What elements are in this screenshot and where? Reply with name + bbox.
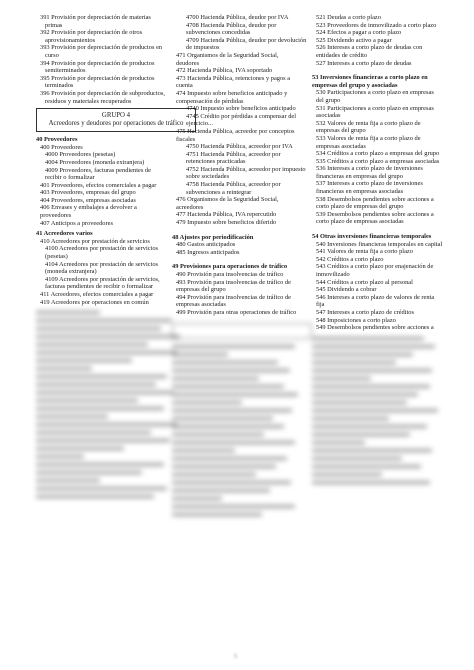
inversion-temporal-line: 540 Inversiones financieras temporales en capital (316, 240, 443, 248)
hacienda-line: 472 Hacienda Pública, IVA soportado (176, 67, 273, 75)
heading-48: 48 Ajustes por periodificación (172, 233, 254, 241)
inversion-temporal-line: fija (316, 301, 325, 309)
account-419: 419 Acreedores por operaciones en común (40, 298, 149, 306)
account-499: 499 Provisión para otras operaciones de tráfico (176, 308, 297, 316)
provision-line: terminados (45, 82, 74, 90)
inversion-temporal-line: 549 Desembolsos pendientes sobre acciones a (316, 324, 434, 332)
hacienda-line: 4758 Hacienda Pública, acreedor por (186, 181, 281, 189)
provision-line: curso (45, 51, 59, 59)
page-number: 5 (234, 654, 237, 660)
provision-line: 394 Provisión por depreciación de productos (40, 59, 155, 67)
heading-40: 40 Proveedores (36, 136, 78, 144)
account-4109: 4109 Acreedores por prestación de servicios, (45, 275, 160, 283)
inversion-temporal-line: 542 Créditos a corto plazo (316, 255, 384, 263)
inversion-grupo-line: asociadas (316, 112, 341, 120)
account-404: 404 Proveedores, empresas asociadas (40, 196, 136, 204)
hacienda-line: 473 Hacienda Pública, retenciones y pagos a (176, 74, 291, 82)
hacienda-line: 4708 Hacienda Pública, deudor por (186, 21, 277, 29)
account-411: 411 Acreedores, efectos comerciales a pagar (40, 291, 154, 298)
provision-line: 392 Provisión por depreciación de otros (40, 29, 143, 37)
provision-line: 395 Provisión por depreciación de productos (40, 74, 155, 82)
inversion-grupo-line: 539 Desembolsos pendientes sobre acciones a (316, 210, 434, 218)
provision-line: aprovisionamientos (45, 36, 96, 44)
hacienda-line: 4750 Hacienda Pública, acreedor por IVA (186, 143, 293, 151)
account-4009: 4009 Proveedores, facturas pendientes de (45, 166, 151, 174)
hacienda-line: 474 Impuesto sobre beneficios anticipado y (176, 89, 288, 97)
inversion-grupo-line: 534 Créditos a corto plazo a empresas del grupo (316, 150, 440, 158)
inversion-temporal-line: 546 Intereses a corto plazo de valores de renta (316, 293, 435, 301)
hacienda-line: 4745 Crédito por pérdidas a compensar del (186, 112, 297, 120)
account-400: 400 Proveedores (40, 143, 83, 151)
inversion-grupo-line: financieras en empresas del grupo (316, 172, 403, 180)
blurred-content-middle (172, 323, 312, 516)
account-401: 401 Proveedores, efectos comerciales a pagar (40, 181, 157, 189)
account-4000: 4000 Proveedores (pesetas) (45, 151, 116, 159)
provision-line: semiterminados (45, 67, 86, 75)
hacienda-line: ejercicio... (186, 120, 213, 128)
inversion-grupo-line: empresas asociadas (316, 142, 366, 150)
blurred-content-right (312, 337, 452, 484)
inversion-grupo-line: corto plazo de empresas asociadas (316, 218, 404, 226)
inversion-grupo-line: del grupo (316, 96, 341, 104)
deuda-line: 521 Deudas a corto plazo (316, 14, 381, 21)
deuda-line: 527 Intereses a corto plazo de deudas (316, 59, 412, 67)
hacienda-line: 471 Organismos de la Seguridad Social, (176, 51, 279, 59)
account-494-cont: empresas asociadas (176, 301, 226, 309)
account-407: 407 Anticipos a proveedores (40, 219, 113, 227)
account-406: 406 Envases y embalajes a devolver a (40, 204, 137, 212)
hacienda-line: 4740 Impuesto sobre beneficios anticipado (186, 105, 296, 113)
account-403: 403 Proveedores, empresas del grupo (40, 189, 136, 197)
provision-line: 391 Provisión por depreciación de materias (40, 14, 151, 21)
hacienda-line: 476 Organismos de la Seguridad Social, (176, 196, 279, 204)
account-4009-cont: recibir o formalizar (45, 174, 95, 182)
inversion-grupo-line: 536 Intereses a corto plazo de inversiones (316, 165, 423, 173)
inversion-grupo-line: 531 Participaciones a corto plazo en empresas (316, 104, 434, 112)
hacienda-line: retenciones practicadas (186, 158, 246, 166)
provision-line: primas (45, 21, 63, 29)
heading-53: 53 Inversiones financieras a corto plazo en (312, 74, 428, 82)
hacienda-line: cuenta (176, 82, 193, 90)
hacienda-line: deudores (176, 59, 200, 67)
heading-54: 54 Otras inversiones financieras temporales (312, 233, 432, 241)
deuda-line: 523 Proveedores de inmovilizado a corto plazo (316, 21, 437, 29)
account-4104: 4104 Acreedores por prestación de servicios (45, 260, 159, 268)
hacienda-list (172, 14, 312, 227)
inversion-temporal-line: 545 Dividendo a cobrar (316, 286, 377, 294)
account-485: 485 Ingresos anticipados (176, 248, 240, 256)
hacienda-line: de impuestos (186, 44, 220, 52)
provision-line: residuos y materiales recuperados (45, 97, 132, 105)
inversion-temporal-line: 541 Valores de renta fija a corto plazo (316, 248, 413, 256)
heading-41: 41 Acreedores varios (36, 230, 93, 238)
inversiones-grupo-list (312, 89, 452, 226)
heading-53-cont: empresas del grupo y asociadas (312, 81, 398, 89)
inversion-grupo-line: financieras en empresas asociadas (316, 188, 404, 196)
provision-line: 393 Provisión por depreciación de productos en (40, 44, 163, 52)
account-480: 480 Gastos anticipados (176, 241, 236, 249)
inversion-temporal-line: 547 Intereses a corto plazo de créditos (316, 308, 414, 316)
account-4100-cont: (pesetas) (45, 253, 68, 261)
hacienda-line: subvenciones concedidas (186, 29, 251, 37)
account-4104-cont: (moneda extranjera) (45, 268, 97, 276)
provision-line: 396 Provisión por depreciación de subproductos, (40, 89, 165, 97)
heading-49: 49 Provisiones para operaciones de tráfico (172, 263, 288, 271)
hacienda-line: fiscales (176, 135, 196, 143)
account-493-cont: empresas del grupo (176, 286, 226, 294)
hacienda-line: compensación de pérdidas (176, 97, 244, 105)
inversion-grupo-line: 532 Valores de renta fija a corto plazo de (316, 119, 421, 127)
deuda-line: 526 Intereses a corto plazo de deudas con (316, 44, 423, 52)
inversion-temporal-line: 548 Imposiciones a corto plazo (316, 316, 396, 324)
hacienda-line: 479 Impuesto sobre beneficios diferido (176, 219, 277, 227)
grupo-title: GRUPO 4 (101, 112, 131, 120)
inversion-grupo-line: 537 Intereses a corto plazo de inversiones (316, 180, 423, 188)
hacienda-line: 4709 Hacienda Pública, deudor por devolución (186, 36, 307, 44)
inversion-grupo-line: 530 Participaciones a corto plazo en empresas (316, 89, 434, 97)
hacienda-line: acreedores (176, 203, 204, 211)
inversion-grupo-line: empresas del grupo (316, 127, 366, 135)
hacienda-line: 475 Hacienda Pública, acreedor por conceptos (176, 127, 295, 135)
hacienda-line: sobre sociedades (186, 173, 230, 181)
account-410: 410 Acreedores por prestación de servicios (40, 237, 150, 245)
inversion-grupo-line: 535 Créditos a corto plazo a empresas asociadas (316, 157, 440, 165)
inversion-temporal-line: 543 Créditos a corto plazo por enajenación de (316, 263, 434, 271)
account-406-cont: proveedores (40, 212, 72, 220)
deudas-list (312, 14, 452, 67)
hacienda-line: 4752 Hacienda Pública, acreedor por impuesto (186, 165, 306, 173)
deuda-line: entidades de crédito (316, 51, 368, 59)
inversion-grupo-line: 538 Desembolsos pendientes sobre acciones a (316, 195, 434, 203)
column-middle (172, 14, 312, 521)
account-490: 490 Provisión para insolvencias de tráfico (176, 271, 284, 278)
otras-inversiones-list (312, 241, 452, 332)
inversion-temporal-line: inmovilizado (316, 271, 350, 278)
hacienda-line: 477 Hacienda Pública, IVA repercutido (176, 211, 277, 219)
account-494: 494 Provisión para insolvencias de tráfico de (176, 293, 292, 301)
hacienda-line: 4751 Hacienda Pública, acreedor por (186, 150, 281, 158)
inversion-grupo-line: corto plazo de empresas del grupo (316, 203, 404, 211)
grupo-subtitle: Acreedores y deudores por operaciones de tráfico (48, 120, 184, 128)
account-4004: 4004 Proveedores (moneda extranjera) (45, 158, 145, 166)
column-right (312, 14, 452, 489)
deuda-line: 525 Dividendo activo a pagar (316, 36, 392, 44)
inversion-grupo-line: 533 Valores de renta fija a corto plazo de (316, 134, 421, 142)
account-4100: 4100 Acreedores por prestación de servicios (45, 245, 159, 253)
inversion-temporal-line: 544 Créditos a corto plazo al personal (316, 278, 413, 286)
account-493: 493 Provisión para insolvencias de tráfico de (176, 278, 292, 286)
hacienda-line: subvenciones a reintegrar (186, 188, 252, 196)
deuda-line: 524 Efectos a pagar a corto plazo (316, 29, 402, 37)
account-4109-cont: facturas pendientes de recibir o formalizar (45, 283, 154, 291)
hacienda-line: 4700 Hacienda Pública, deudor por IVA (186, 14, 289, 21)
